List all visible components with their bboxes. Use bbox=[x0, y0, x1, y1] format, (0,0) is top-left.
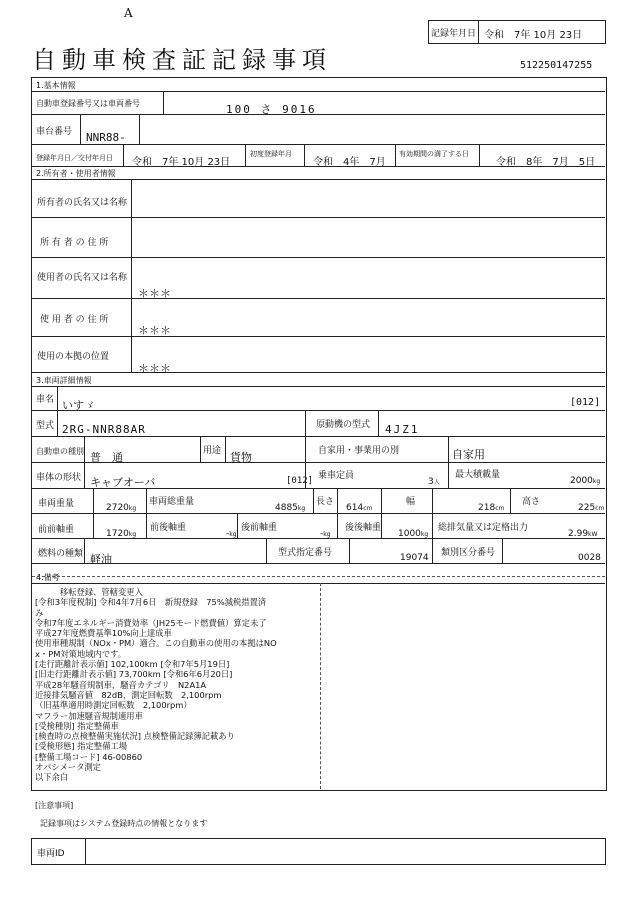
rf-axle-value: -kg bbox=[320, 529, 331, 539]
base-location-label: 使用の本拠の位置 bbox=[37, 352, 110, 362]
reg-number-label: 自動車登録番号又は車両番号 bbox=[36, 99, 140, 108]
fr-axle-label: 前後軸重 bbox=[150, 523, 187, 533]
engine-label: 原動機の型式 bbox=[316, 420, 371, 430]
remarks-line: み bbox=[35, 607, 44, 618]
remarks-line: [受検種別] 指定整備車 bbox=[35, 720, 119, 731]
user-name-value: ＊＊＊ bbox=[138, 287, 171, 300]
maker-value: いすゞ bbox=[62, 399, 95, 412]
maxload-label: 最大積載量 bbox=[455, 470, 501, 480]
remarks-line: [旧走行距離計表示値] 73,700km [令和6年6月20日] bbox=[35, 669, 233, 680]
remarks-line: 平成28年騒音規制車，騒音カテゴリ N2A1A bbox=[35, 679, 207, 690]
width-label: 幅 bbox=[406, 497, 416, 507]
document-number: 512250147255 bbox=[520, 60, 593, 71]
capacity-value: 3人 bbox=[428, 477, 440, 487]
weight-value: 2720kg bbox=[106, 503, 137, 513]
page-title: 自動車検査証記録事項 bbox=[32, 46, 332, 74]
engine-value: 4JZ1 bbox=[385, 423, 420, 436]
vehicle-id-box bbox=[31, 838, 606, 865]
use-label: 用途 bbox=[203, 446, 222, 456]
remarks-line: [走行距離計表示値] 102,100km [令和7年5月19日] bbox=[35, 659, 230, 670]
fuel-label: 燃料の種類 bbox=[38, 549, 84, 559]
remarks-line: [受検形態] 指定整備工場 bbox=[35, 741, 128, 752]
remarks-line: （旧基準適用時測定回転数 2,100rpm） bbox=[35, 700, 192, 711]
base-location-value: ＊＊＊ bbox=[138, 362, 171, 375]
record-date-value: 令和 7年 10月 23日 bbox=[484, 30, 583, 41]
user-address-value: ＊＊＊ bbox=[138, 324, 171, 337]
use-value: 貨物 bbox=[230, 451, 252, 464]
chassis-value: NNR88- bbox=[86, 131, 126, 144]
displacement-value: 2.99kW bbox=[568, 529, 598, 539]
model-value: 2RG-NNR88AR bbox=[62, 423, 146, 436]
reg-date-label: 登録年月日／交付年月日 bbox=[36, 154, 113, 162]
length-label: 長さ bbox=[316, 497, 335, 507]
first-reg-label: 初度登録年月 bbox=[250, 150, 292, 158]
chassis-label: 車台番号 bbox=[36, 127, 73, 137]
user-address-label: 使 用 者 の 住 所 bbox=[40, 315, 109, 325]
expiry-value: 令和 8年 7月 5日 bbox=[496, 157, 596, 168]
remarks-line: 移転登録、管轄変更入 bbox=[35, 587, 143, 597]
maxload-value: 2000kg bbox=[570, 476, 601, 486]
class-number-label: 類別区分番号 bbox=[441, 548, 496, 558]
reg-number-value: 100 さ 9016 bbox=[226, 103, 317, 116]
notice-text: 記録事項はシステム登録時点の情報となります bbox=[40, 819, 208, 828]
remarks-line: [検査時の点検整備実施状況] 点検整備記録簿記載あり bbox=[35, 731, 235, 742]
body-label: 車体の形状 bbox=[36, 473, 82, 483]
type-number-label: 型式指定番号 bbox=[278, 548, 333, 558]
remarks-line: 平成27年度燃費基準10%向上達成車 bbox=[35, 628, 172, 639]
displacement-label: 総排気量又は定格出力 bbox=[438, 523, 529, 533]
rf-axle-label: 後前軸重 bbox=[241, 523, 278, 533]
model-label: 型式 bbox=[36, 421, 55, 431]
remarks-line: 近接排気騒音値 82dB，測定回転数 2,100rpm bbox=[35, 689, 222, 700]
section4-heading: 4.備考 bbox=[36, 573, 60, 582]
kind-value: 普 通 bbox=[90, 451, 123, 464]
remarks-line: オパシメータ測定 bbox=[35, 762, 101, 773]
gross-weight-label: 車両総重量 bbox=[149, 497, 195, 507]
class-number-value: 0028 bbox=[578, 553, 601, 563]
user-name-label: 使用者の氏名又は名称 bbox=[37, 273, 128, 283]
ff-axle-value: 1720kg bbox=[106, 529, 137, 539]
remarks-line: 以下余白 bbox=[35, 772, 69, 783]
private-label: 自家用・事業用の別 bbox=[318, 446, 400, 456]
kind-label: 自動車の種別 bbox=[36, 447, 84, 456]
private-value: 自家用 bbox=[452, 448, 485, 461]
body-code: [012] bbox=[286, 476, 314, 486]
weight-label: 車両重量 bbox=[38, 499, 75, 509]
rr-axle-value: 1000kg bbox=[398, 529, 429, 539]
width-value: 218cm bbox=[478, 503, 505, 513]
remarks-line: [整備工場コード] 46-00860 bbox=[35, 751, 143, 762]
fr-axle-value: -kg bbox=[226, 529, 237, 539]
owner-address-label: 所 有 者 の 住 所 bbox=[40, 238, 109, 248]
rr-axle-label: 後後軸重 bbox=[345, 523, 382, 533]
section1-heading: 1.基本情報 bbox=[36, 81, 76, 90]
remarks-line: 使用車種規制（NOx・PM）適合。この自動車の使用の本拠はNO bbox=[35, 638, 277, 649]
expiry-label: 有効期間の満了する日 bbox=[399, 150, 469, 158]
reg-date-value: 令和 7年 10月 23日 bbox=[132, 157, 231, 168]
vehicle-id-label: 車両ID bbox=[37, 849, 65, 859]
section2-heading: 2.所有者・使用者情報 bbox=[36, 169, 116, 178]
remarks-line: x・PM対策地域内です。 bbox=[35, 648, 127, 659]
maker-label: 車名 bbox=[36, 395, 55, 405]
maker-code: [012] bbox=[570, 397, 601, 408]
capacity-label: 乗車定員 bbox=[318, 471, 355, 481]
notice-heading: [注意事項] bbox=[35, 801, 74, 810]
record-date-label: 記録年月日 bbox=[431, 29, 477, 39]
remarks-list bbox=[35, 587, 325, 783]
type-number-value: 19074 bbox=[400, 553, 429, 563]
fuel-value: 軽油 bbox=[90, 553, 112, 566]
gross-weight-value: 4885kg bbox=[275, 503, 306, 513]
section3-heading: 3.車両詳細情報 bbox=[36, 376, 92, 385]
owner-name-label: 所有者の氏名又は名称 bbox=[37, 198, 128, 208]
body-value: キャブオーバ bbox=[90, 476, 156, 489]
first-reg-value: 令和 4年 7月 bbox=[313, 157, 386, 168]
height-value: 225cm bbox=[578, 503, 605, 513]
remarks-line: マフラー加速騒音規制適用車 bbox=[35, 710, 143, 721]
form-mark: A bbox=[124, 6, 133, 20]
height-label: 高さ bbox=[522, 497, 541, 507]
remarks-line: 令和7年度エネルギー消費効率（JH25モード燃費値）算定未了 bbox=[35, 617, 267, 628]
length-value: 614cm bbox=[346, 503, 373, 513]
ff-axle-label: 前前軸重 bbox=[38, 525, 75, 535]
remarks-line: [令和3年度税制] 令和4年7月6日 新規登録 75%減税措置済 bbox=[35, 597, 267, 608]
